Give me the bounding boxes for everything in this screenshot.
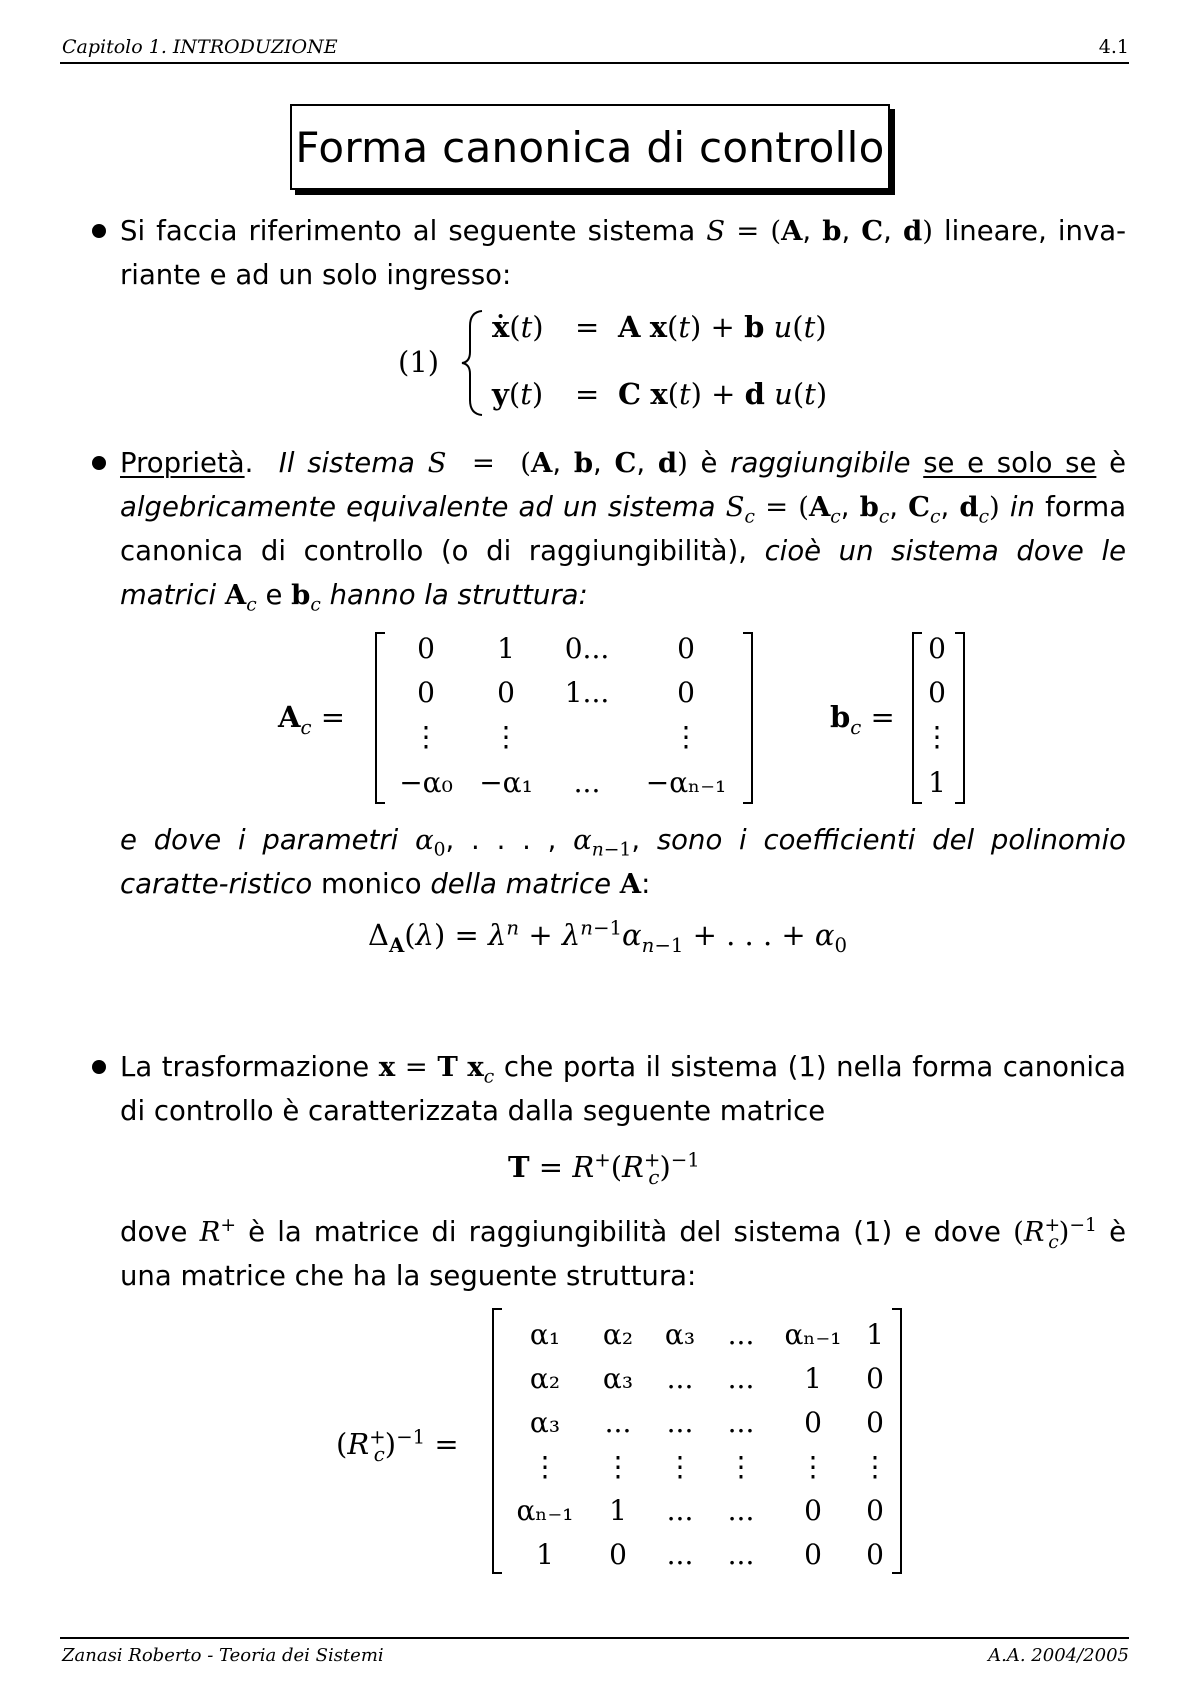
text: è (700, 447, 718, 479)
Rinv-cell: 1 (536, 1538, 554, 1571)
paragraph-system-intro: Si faccia riferimento al seguente sistema S = (A, b, C, d) lineare, inva-riante e ad un solo ingresso: (120, 215, 1127, 291)
eq1-line1-lhs: ẋ(t) (492, 310, 544, 344)
Ac-cell: ... (573, 766, 601, 799)
right-bracket (743, 632, 753, 804)
eq1-line1-rhs: A x(t) + b u(t) (618, 310, 827, 344)
text: hanno la struttura: (329, 579, 588, 611)
Ac-cell: 0 (677, 676, 695, 709)
Rinv-cell: ... (666, 1362, 694, 1395)
eq1-line2-rhs: C x(t) + d u(t) (618, 377, 828, 411)
Ac-cell: ⋮ (412, 720, 440, 753)
text: è una matrice che ha la seguente struttura: (120, 1216, 1127, 1292)
text: Il sistema (278, 447, 415, 479)
Ac-cell: ⋮ (492, 720, 520, 753)
bullet-1 (92, 224, 106, 238)
property-label: Proprietà (120, 447, 245, 479)
Rinv-cell: 0 (804, 1406, 822, 1439)
Rinv-cell: 0 (866, 1362, 884, 1395)
text: in (1009, 491, 1035, 523)
chapter-title: Capitolo 1. INTRODUZIONE (62, 36, 338, 58)
Ac-cell: ⋮ (672, 720, 700, 753)
equation-label: (1) (398, 345, 440, 379)
text: e dove i parametri (120, 824, 399, 856)
paragraph-transformation: La trasformazione x = T $x_c$ che porta il sistema (1) nella forma canonica di controllo è caratterizzata dalla seguente matrice (120, 1051, 1126, 1127)
Rinv-cell: ... (666, 1538, 694, 1571)
slide-title-text: Forma canonica di controllo (295, 122, 885, 172)
Rinv-label: $(R^+_c)^{-1}$ = (336, 1425, 459, 1466)
bc-cell: 0 (928, 632, 946, 665)
Rinv-cell: α₃ (602, 1362, 634, 1395)
Ac-cell: 0 (417, 676, 435, 709)
bc-cell: 1 (928, 766, 946, 799)
Rinv-cell: ... (727, 1494, 755, 1527)
text: e (265, 579, 283, 611)
bullet-3 (92, 1060, 106, 1074)
Rinv-cell: α₃ (529, 1406, 561, 1439)
left-brace (460, 308, 490, 418)
footer-year: A.A. 2004/2005 (988, 1645, 1129, 1666)
text: è la matrice di raggiungibilità del sistema (1) e dove (248, 1216, 1001, 1248)
Ac-cell: 1... (564, 676, 610, 709)
Rinv-cell: αₙ₋₁ (516, 1494, 574, 1527)
Ac-cell: −αₙ₋₁ (645, 766, 727, 799)
Rinv-cell: ⋮ (666, 1450, 694, 1483)
Rinv-cell: 0 (804, 1538, 822, 1571)
Rinv-cell: 1 (609, 1494, 627, 1527)
Rinv-cell: α₁ (529, 1318, 561, 1351)
page-number: 4.1 (1098, 36, 1129, 58)
text: dove (120, 1216, 188, 1248)
text: monico (320, 868, 422, 900)
slide-title (290, 104, 890, 190)
Rinv-cell: ⋮ (531, 1450, 559, 1483)
Rinv-cell: ⋮ (799, 1450, 827, 1483)
text: che porta il sistema (1) nella forma canonica di controllo è caratterizzata dalla seguente matrice (120, 1051, 1126, 1127)
bc-cell: ⋮ (923, 720, 951, 753)
text: raggiungibile (730, 447, 911, 479)
bc-cell: 0 (928, 676, 946, 709)
Ac-cell: 0... (564, 632, 610, 665)
footer-author: Zanasi Roberto - Teoria dei Sistemi (62, 1645, 384, 1666)
text: lineare, inva-riante e ad un solo ingresso: (120, 215, 1127, 291)
iff-underline: se e solo se (923, 447, 1097, 479)
text: forma canonica di controllo (o di raggiungibilità), (120, 491, 1127, 567)
Ac-cell: −α₀ (399, 766, 453, 799)
text: algebricamente equivalente ad un sistema (120, 491, 716, 523)
Rinv-cell: α₂ (602, 1318, 634, 1351)
Ac-cell: −α₁ (479, 766, 533, 799)
paragraph-property: Proprietà. Il sistema S = (A, b, C, d) è raggiungibile se e solo se è algebricamente equivalente ad un sistema $S_c = (A_c$, $b_c$, $C_c$, $d_c$) in forma canonica di controllo (o di raggiungibilità), cioè un sistema dove le matrici $A_c$ e $b_c$ hanno la struttura: (120, 447, 1127, 616)
Rinv-cell: 1 (804, 1362, 822, 1395)
Rinv-cell: ⋮ (727, 1450, 755, 1483)
Ac-cell: 1 (497, 632, 515, 665)
Rinv-cell: αₙ₋₁ (784, 1318, 842, 1351)
eq1-line2-lhs: y(t) (492, 377, 544, 411)
text: sono i coefficienti del polinomio caratte-ristico (120, 824, 1126, 900)
Rinv-cell: ... (727, 1318, 755, 1351)
Rinv-cell: ⋮ (604, 1450, 632, 1483)
text: La trasformazione (120, 1051, 370, 1083)
bc-label: $b_c$ = (830, 700, 895, 739)
Rinv-cell: 1 (866, 1318, 884, 1351)
Rinv-cell: ... (727, 1362, 755, 1395)
text: Si faccia riferimento al seguente sistema (120, 215, 707, 247)
Rinv-cell: 0 (866, 1538, 884, 1571)
text: cioè un sistema dove le matrici (120, 535, 1126, 611)
page-header (60, 34, 1129, 64)
page-footer (60, 1637, 1129, 1667)
math-S: S (706, 215, 726, 247)
Rinv-cell: α₃ (664, 1318, 696, 1351)
Ac-label: $A_c$ = (278, 700, 346, 739)
eq1-eq-sign: = (575, 310, 600, 344)
Ac-cell: 0 (497, 676, 515, 709)
Rinv-cell: 0 (609, 1538, 627, 1571)
paragraph-reachability: dove R+ è la matrice di raggiungibilità del sistema (1) e dove $(R^+_c)^{-1}$ è una matrice che ha la seguente struttura: (120, 1214, 1127, 1292)
bullet-2 (92, 456, 106, 470)
Rinv-cell: ... (604, 1406, 632, 1439)
Rinv-cell: α₂ (529, 1362, 561, 1395)
T-formula: $T = R^+(R^+_c)^{-1}$ (508, 1148, 700, 1189)
left-bracket (492, 1308, 502, 1574)
eq1-eq-sign: = (575, 377, 600, 411)
Rinv-cell: 0 (866, 1494, 884, 1527)
char-polynomial: $\Delta_A(\lambda) = \lambda^n + \lambda^{n-1}\alpha_{n-1}$ + . . . + $\alpha_0$ (368, 916, 848, 957)
paragraph-coefficients: e dove i parametri $\alpha_0$, . . . , $\alpha_{n-1}$, sono i coefficienti del polinomio caratte-ristico monico della matrice A: (120, 824, 1126, 900)
Rinv-cell: ... (727, 1406, 755, 1439)
Ac-cell: 0 (417, 632, 435, 665)
Rinv-cell: ... (666, 1494, 694, 1527)
Ac-cell: 0 (677, 632, 695, 665)
text: è (1109, 447, 1127, 479)
Rinv-cell: ... (666, 1406, 694, 1439)
text: della matrice (430, 868, 611, 900)
Rinv-cell: ... (727, 1538, 755, 1571)
Rinv-cell: ⋮ (861, 1450, 889, 1483)
Rinv-cell: 0 (804, 1494, 822, 1527)
Rinv-cell: 0 (866, 1406, 884, 1439)
